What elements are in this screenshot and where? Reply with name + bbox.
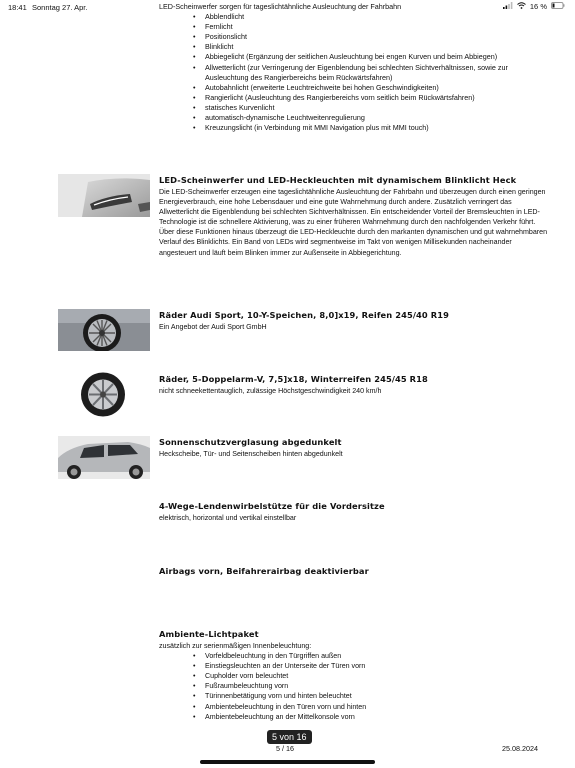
led-headlight-intro: [159, 2, 549, 133]
list-item: • Fernlicht: [193, 22, 549, 32]
list-item: • Cupholder vorn beleuchtet: [193, 671, 549, 681]
list-item: • Vorfeldbeleuchtung in den Türgriffen außen: [193, 651, 549, 661]
section-winter-wheels: [159, 374, 549, 396]
section-text: zusätzlich zur serienmäßigen Innenbeleuchtung:: [159, 642, 312, 650]
car-side-image: [58, 436, 150, 479]
section-lumbar: [159, 501, 549, 523]
list-item: • Ambientebeleuchtung in den Türen vorn und hinten: [193, 702, 549, 712]
list-item: • Einstiegsleuchten an der Unterseite der Türen vorn: [193, 661, 549, 671]
section-text: nicht schneekettentauglich, zulässige Höchstgeschwindigkeit 240 km/h: [159, 387, 382, 395]
section-led-lights: [159, 175, 549, 258]
section-title: Airbags vorn, Beifahrerairbag deaktivierbar: [159, 566, 369, 576]
section-text: elektrisch, horizontal und vertikal einstellbar: [159, 514, 297, 522]
status-date: Sonntag 27. Apr.: [32, 3, 88, 12]
document-date: 25.08.2024: [502, 744, 538, 753]
sport-wheel-image: [58, 309, 150, 351]
section-title: Räder Audi Sport, 10-Y-Speichen, 8,0]x19, Reifen 245/40 R19: [159, 310, 449, 320]
list-item: • automatisch-dynamische Leuchtweitenregulierung: [193, 113, 549, 123]
list-item: • Blinklicht: [193, 42, 549, 52]
section-text: Heckscheibe, Tür- und Seitenscheiben hinten abgedunkelt: [159, 450, 343, 458]
section-title: Sonnenschutzverglasung abgedunkelt: [159, 437, 342, 447]
list-item: • Fußraumbeleuchtung vorn: [193, 681, 549, 691]
section-text: Die LED-Scheinwerfer erzeugen eine tageslichtähnliche Ausleuchtung der Fahrbahn und überzeugen durch einen geringen Energieverbrauch, eine hohe Lebensdauer und eine gute Wahrnehmung durch andere. Zusätzlich verringert das Allwetterlicht die Eigenblendung bei schlechten Sichtverhältnissen. Ein entscheidender Vorteil der Bremsleuchten in LED-Technologie ist die schnellere Aktivierung, was zu einer früheren Wahrnehmung durch den nachfolgenden Verkehr führt. Über diese Funktionen hinaus überzeugt die LED-Heckleuchte durch den markanten dynamischen und gut wahrnehmbaren Verlauf des Blinklichts. Ein Band von LEDs wird segmentweise im Takt von wenigen Millisekunden nacheinander angesteuert und läuft beim Blinken immer zur Außenseite in Abbiegerichtung.: [159, 188, 548, 257]
list-item: • Abbiegelicht (Ergänzung der seitlichen Ausleuchtung bei engen Kurven und beim Abbiegen): [193, 52, 549, 62]
intro-text: LED-Scheinwerfer sorgen für tageslichtähnliche Ausleuchtung der Fahrbahn: [159, 2, 402, 11]
section-title: Ambiente-Lichtpaket: [159, 629, 259, 639]
intro-list: [159, 12, 549, 133]
section-title: LED-Scheinwerfer und LED-Heckleuchten mit dynamischem Blinklicht Heck: [159, 175, 517, 185]
battery-percent: 16 %: [529, 2, 547, 11]
list-item: • Positionslicht: [193, 32, 549, 42]
list-item: • statisches Kurvenlicht: [193, 103, 549, 113]
section-airbags: [159, 566, 549, 576]
section-title: 4-Wege-Lendenwirbelstütze für die Vordersitze: [159, 501, 385, 511]
list-item: • Rangierlicht (Ausleuchtung des Rangierbereichs vorn seitlich beim Rückwärtsfahren): [193, 93, 549, 103]
section-sport-wheels: [159, 310, 549, 332]
headlight-image: [58, 174, 150, 217]
list-item: • Autobahnlicht (erweiterte Leuchtreichweite bei hohen Geschwindigkeiten): [193, 83, 549, 93]
page-number: 5 / 16: [276, 744, 294, 753]
page-indicator-badge[interactable]: 5 von 16: [267, 730, 312, 744]
section-title: Räder, 5-Doppelarm-V, 7,5]x18, Winterreifen 245/45 R18: [159, 374, 428, 384]
status-time: 18:41: [8, 3, 27, 12]
section-text: Ein Angebot der Audi Sport GmbH: [159, 323, 267, 331]
list-item: • Ambientebeleuchtung an der Mittelkonsole vorn: [193, 712, 549, 722]
list-item: • Allwetterlicht (zur Verringerung der Eigenblendung bei schlechten Sichtverhältnissen, sowie zur Ausleuchtung des Rangierbereichs beim Rückwärtsfahren): [193, 63, 549, 83]
winter-wheel-image: [78, 372, 128, 417]
list-item: • Türinnenbetätigung vorn und hinten beleuchtet: [193, 691, 549, 701]
list-item: • Abblendlicht: [193, 12, 549, 22]
section-ambient-light: [159, 629, 549, 722]
section-glass: [159, 437, 549, 459]
ambient-list: [159, 651, 549, 722]
home-indicator[interactable]: [200, 760, 375, 764]
list-item: • Kreuzungslicht (in Verbindung mit MMI Navigation plus mit MMI touch): [193, 123, 549, 133]
